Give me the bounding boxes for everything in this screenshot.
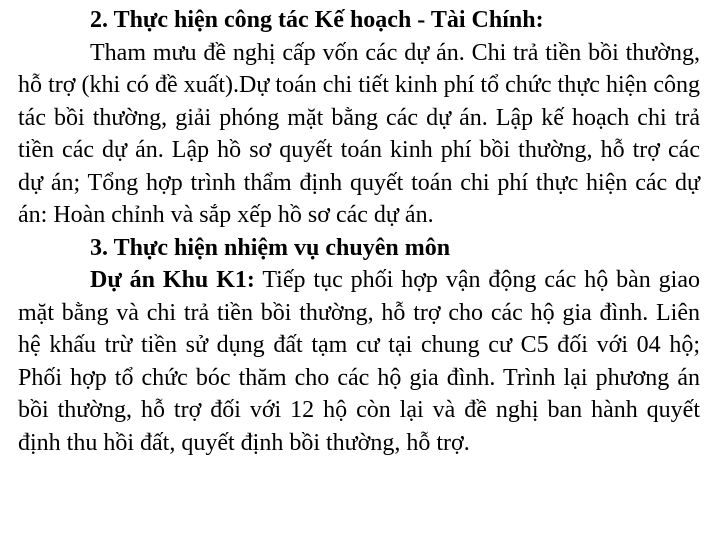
document-page: [18, 4, 700, 459]
section-3-heading: 3. Thực hiện nhiệm vụ chuyên môn: [90, 234, 451, 261]
section-2-body: Tham mưu đề nghị cấp vốn các dự án. Chi trả tiền bồi thường, hỗ trợ (khi có đề xuất).Dự toán chi tiết kinh phí tổ chức thực hiện công tác bồi thường, giải phóng mặt bằng các dự án. Lập kế hoạch chi trả tiền các dự án. Lập hồ sơ quyết toán kinh phí bồi thường, hỗ trợ các dự án; Tổng hợp trình thẩm định quyết toán chi phí thực hiện các dự án: Hoàn chỉnh và sắp xếp hồ sơ các dự án.: [18, 39, 700, 228]
project-k1-paragraph: [18, 264, 700, 459]
project-k1-body: Tiếp tục phối hợp vận động các hộ bàn giao mặt bằng và chi trả tiền bồi thường, hỗ trợ cho các hộ gia đình. Liên hệ khấu trừ tiền sử dụng đất tạm cư tại chung cư C5 đối với 04 hộ; Phối hợp tổ chức bóc thăm cho các hộ gia đình. Trình lại phương án bồi thường, hỗ trợ đối với 12 hộ còn lại và đề nghị ban hành quyết định thu hồi đất, quyết định bồi thường, hỗ trợ.: [18, 267, 700, 456]
section-2-heading: 2. Thực hiện công tác Kế hoạch - Tài Chính:: [90, 7, 544, 33]
project-k1-label: Dự án Khu K1:: [90, 267, 255, 293]
